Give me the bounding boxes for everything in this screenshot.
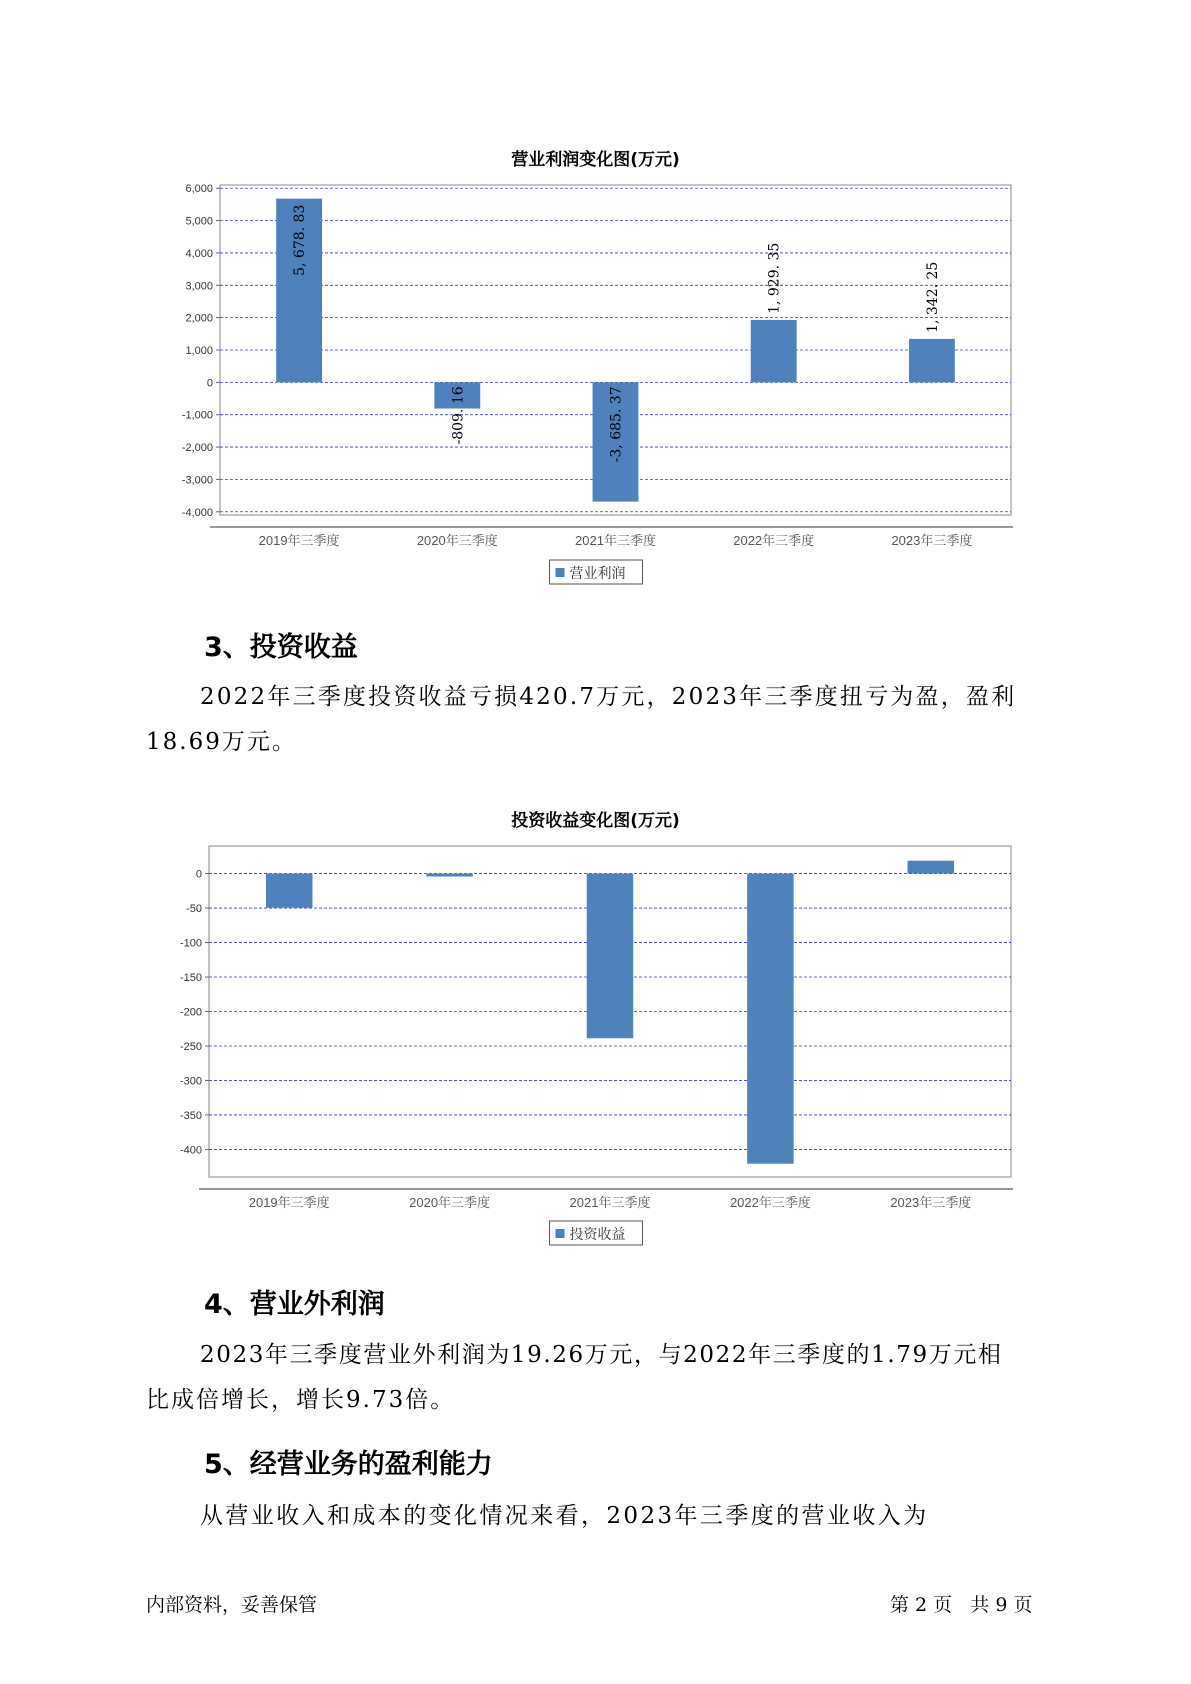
y-tick-label: -400 [179, 1144, 202, 1157]
paragraph-line: 比成倍增长，增长9.73倍。 [146, 1387, 456, 1413]
bar [587, 874, 634, 1039]
x-tick-label: 2022年三季度 [729, 1195, 811, 1210]
footer-confidential: 内部资料，妥善保管 [146, 1594, 318, 1616]
paragraph-profitability [146, 1494, 1056, 1539]
paragraph-investment-income [146, 675, 1056, 765]
paragraph-line: 从营业收入和成本的变化情况来看，2023年三季度的营业收入为 [200, 1503, 929, 1529]
legend-swatch [556, 1229, 565, 1238]
y-tick-label: 4,000 [185, 247, 213, 260]
heading-profitability: 5、经营业务的盈利能力 [204, 1449, 493, 1480]
x-tick-label: 2021年三季度 [575, 533, 656, 548]
data-label: 1, 342. 25 [924, 261, 941, 333]
paragraph-line: 2023年三季度营业外利润为19.26万元，与2022年三季度的1.79万元相 [200, 1342, 1003, 1368]
data-label: 1, 929. 35 [766, 242, 783, 314]
y-tick-label: -150 [179, 972, 202, 985]
x-tick-label: 2019年三季度 [258, 533, 340, 548]
bar [908, 861, 955, 874]
footer-page-number: 第 2 页 共 9 页 [890, 1594, 1033, 1616]
y-tick-label: -200 [179, 1006, 202, 1019]
data-label: 5, 678. 83 [292, 204, 309, 276]
data-label: -809. 16 [450, 386, 467, 445]
bar [751, 320, 797, 382]
paragraph-line: 2022年三季度投资收益亏损420.7万元，2023年三季度扭亏为盈，盈利 [200, 684, 1017, 710]
y-tick-label: -350 [179, 1109, 202, 1122]
heading-non-operating-profit: 4、营业外利润 [204, 1289, 385, 1320]
bar [909, 339, 955, 382]
paragraph-line: 18.69万元。 [146, 729, 297, 755]
heading-investment-income: 3、投资收益 [204, 632, 358, 663]
y-tick-label: 0 [206, 377, 213, 390]
y-tick-label: -4,000 [181, 506, 213, 519]
x-tick-label: 2021年三季度 [569, 1195, 651, 1210]
paragraph-non-operating-profit [146, 1333, 1056, 1423]
bar [747, 874, 794, 1164]
x-tick-label: 2020年三季度 [416, 533, 498, 548]
y-tick-label: -2,000 [181, 442, 213, 455]
chart1-title: 营业利润变化图(万元) [511, 150, 680, 170]
legend-label: 投资收益 [569, 1227, 626, 1243]
x-tick-label: 2020年三季度 [409, 1195, 491, 1210]
y-tick-label: -50 [186, 903, 202, 916]
bar [426, 874, 473, 877]
y-tick-label: 1,000 [185, 345, 213, 357]
x-tick-label: 2023年三季度 [890, 1195, 972, 1210]
y-tick-label: -1,000 [181, 409, 213, 422]
x-tick-label: 2019年三季度 [248, 1195, 330, 1210]
y-tick-label: 6,000 [185, 183, 213, 196]
y-tick-label: -300 [179, 1075, 202, 1088]
y-tick-label: 0 [195, 868, 202, 881]
y-tick-label: 3,000 [185, 280, 213, 293]
investment-income-chart [0, 830, 1191, 1260]
chart2-title: 投资收益变化图(万元) [511, 811, 680, 831]
x-tick-label: 2023年三季度 [891, 533, 973, 548]
y-tick-label: -100 [179, 937, 202, 950]
y-tick-label: 2,000 [185, 312, 213, 325]
x-tick-label: 2022年三季度 [733, 533, 815, 548]
y-tick-label: 5,000 [185, 215, 213, 228]
data-label: -3, 685. 37 [608, 386, 625, 463]
legend-swatch [556, 568, 565, 577]
legend-label: 营业利润 [569, 566, 626, 582]
operating-profit-chart [0, 170, 1191, 630]
y-tick-label: -3,000 [181, 474, 213, 487]
y-tick-label: -250 [179, 1040, 202, 1053]
bar [266, 874, 313, 908]
